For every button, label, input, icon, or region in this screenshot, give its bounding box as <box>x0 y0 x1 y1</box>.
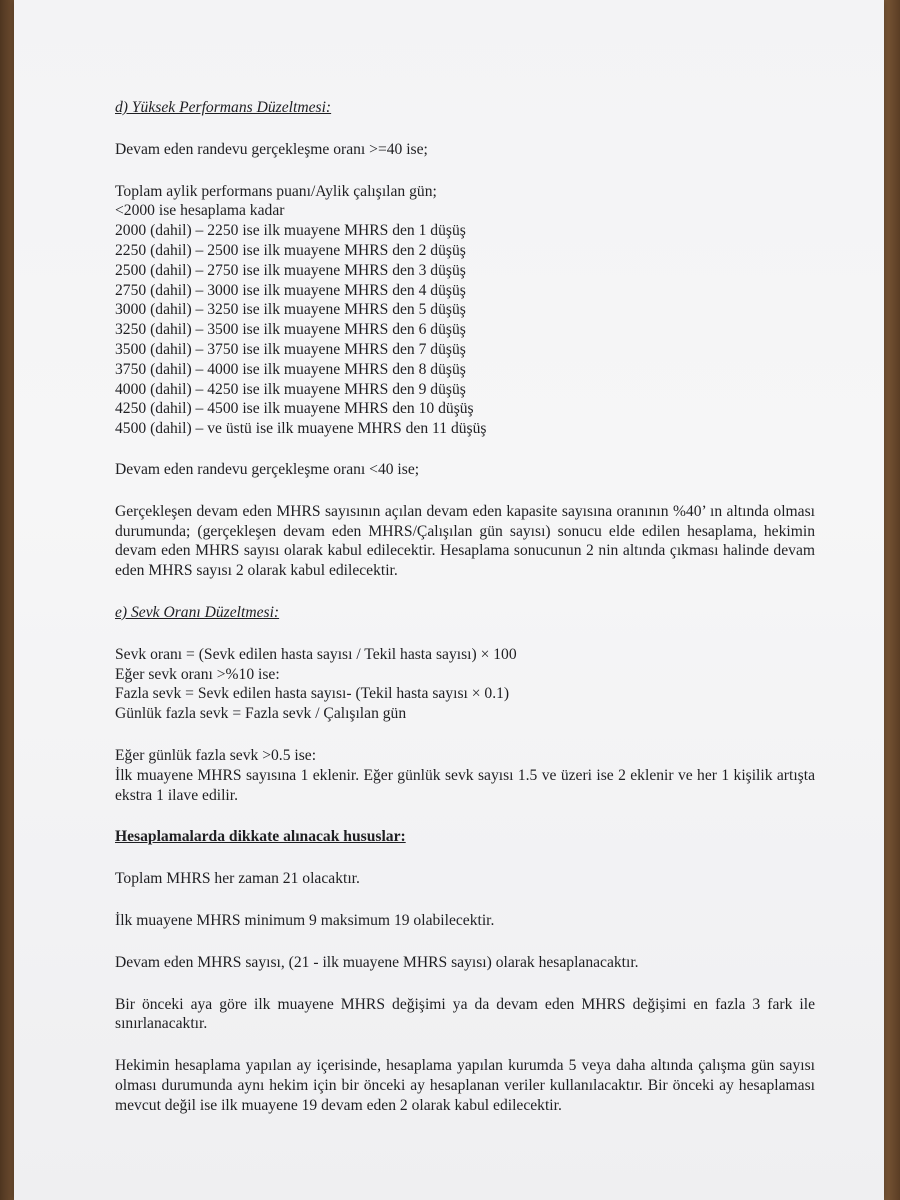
section-heading-e: e) Sevk Oranı Düzeltmesi: <box>115 603 280 621</box>
tier-line: 2250 (dahil) – 2500 ise ilk muayene MHRS den 2 düşüş <box>115 241 466 259</box>
formula-line: Sevk oranı = (Sevk edilen hasta sayısı / Tekil hasta sayısı) × 100 <box>115 645 517 663</box>
note-total-mhrs: Toplam MHRS her zaman 21 olacaktır. <box>115 870 360 888</box>
document-body <box>115 98 815 1115</box>
tier-line: 2500 (dahil) – 2750 ise ilk muayene MHRS den 3 düşüş <box>115 261 466 279</box>
tier-line: 4500 (dahil) – ve üstü ise ilk muayene MHRS den 11 düşüş <box>115 420 487 438</box>
low-rate-paragraph: Gerçekleşen devam eden MHRS sayısının açılan devam eden kapasite sayısına oranının %40’ ın altında olması durumunda; (gerçekleşen devam eden MHRS/Çalışılan gün sayısı) sonucu elde edilen hesaplama, hekimin devam eden MHRS sayısı olarak kabul edilecektir. Hesaplama sonucunun 2 nin altında çıkması halinde devam eden MHRS sayısı 2 olarak kabul edilecektir. <box>115 502 815 580</box>
note-monthly-change-limit: Bir önceki aya göre ilk muayene MHRS değişimi ya da devam eden MHRS değişimi en fazla 3 fark ile sınırlanacaktır. <box>115 995 815 1033</box>
tier-line: 2750 (dahil) – 3000 ise ilk muayene MHRS den 4 düşüş <box>115 281 466 299</box>
formula-list <box>115 645 815 724</box>
paper-sheet <box>14 0 884 1200</box>
notes-heading: Hesaplamalarda dikkate alınacak hususlar: <box>115 828 406 846</box>
formula-line: Fazla sevk = Sevk edilen hasta sayısı- (Tekil hasta sayısı × 0.1) <box>115 685 510 703</box>
section-heading-d: d) Yüksek Performans Düzeltmesi: <box>115 99 332 116</box>
score-intro-line: Toplam aylik performans puanı/Aylik çalışılan gün; <box>115 182 437 200</box>
note-continuing-formula: Devam eden MHRS sayısı, (21 - ilk muayene MHRS sayısı) olarak hesaplanacaktır. <box>115 953 639 971</box>
note-first-exam-range: İlk muayene MHRS minimum 9 maksimum 19 olabilecektir. <box>115 911 495 929</box>
tier-line: 2000 (dahil) – 2250 ise ilk muayene MHRS den 1 düşüş <box>115 222 466 240</box>
daily-condition-line: Eğer günlük fazla sevk >0.5 ise: <box>115 746 317 764</box>
tier-line: <2000 ise hesaplama kadar <box>115 202 285 220</box>
formula-line: Eğer sevk oranı >%10 ise: <box>115 665 280 683</box>
tier-line: 4000 (dahil) – 4250 ise ilk muayene MHRS den 9 düşüş <box>115 380 466 398</box>
formula-line: Günlük fazla sevk = Fazla sevk / Çalışılan gün <box>115 705 407 723</box>
condition-low-line: Devam eden randevu gerçekleşme oranı <40 ise; <box>115 460 420 478</box>
tier-line: 3500 (dahil) – 3750 ise ilk muayene MHRS den 7 düşüş <box>115 340 466 358</box>
tier-list <box>115 201 815 439</box>
tier-line: 3750 (dahil) – 4000 ise ilk muayene MHRS den 8 düşüş <box>115 360 466 378</box>
tier-line: 4250 (dahil) – 4500 ise ilk muayene MHRS den 10 düşüş <box>115 400 474 418</box>
tier-line: 3250 (dahil) – 3500 ise ilk muayene MHRS den 6 düşüş <box>115 321 466 339</box>
condition-high-line: Devam eden randevu gerçekleşme oranı >=40 ise; <box>115 140 428 158</box>
tier-line: 3000 (dahil) – 3250 ise ilk muayene MHRS den 5 düşüş <box>115 301 466 319</box>
daily-rule-paragraph: İlk muayene MHRS sayısına 1 eklenir. Eğer günlük sevk sayısı 1.5 ve üzeri ise 2 eklenir ve her 1 kişilik artışta ekstra 1 ilave edilir. <box>115 766 815 804</box>
note-low-workdays: Hekimin hesaplama yapılan ay içerisinde, hesaplama yapılan kurumda 5 veya daha altında çalışma gün sayısı olması durumunda aynı hekim için bir önceki ay hesaplanan veriler kullanılacaktır. Bir önceki ay hesaplaması mevcut değil ise ilk muayene 19 devam eden 2 olarak kabul edilecektir. <box>115 1057 815 1114</box>
